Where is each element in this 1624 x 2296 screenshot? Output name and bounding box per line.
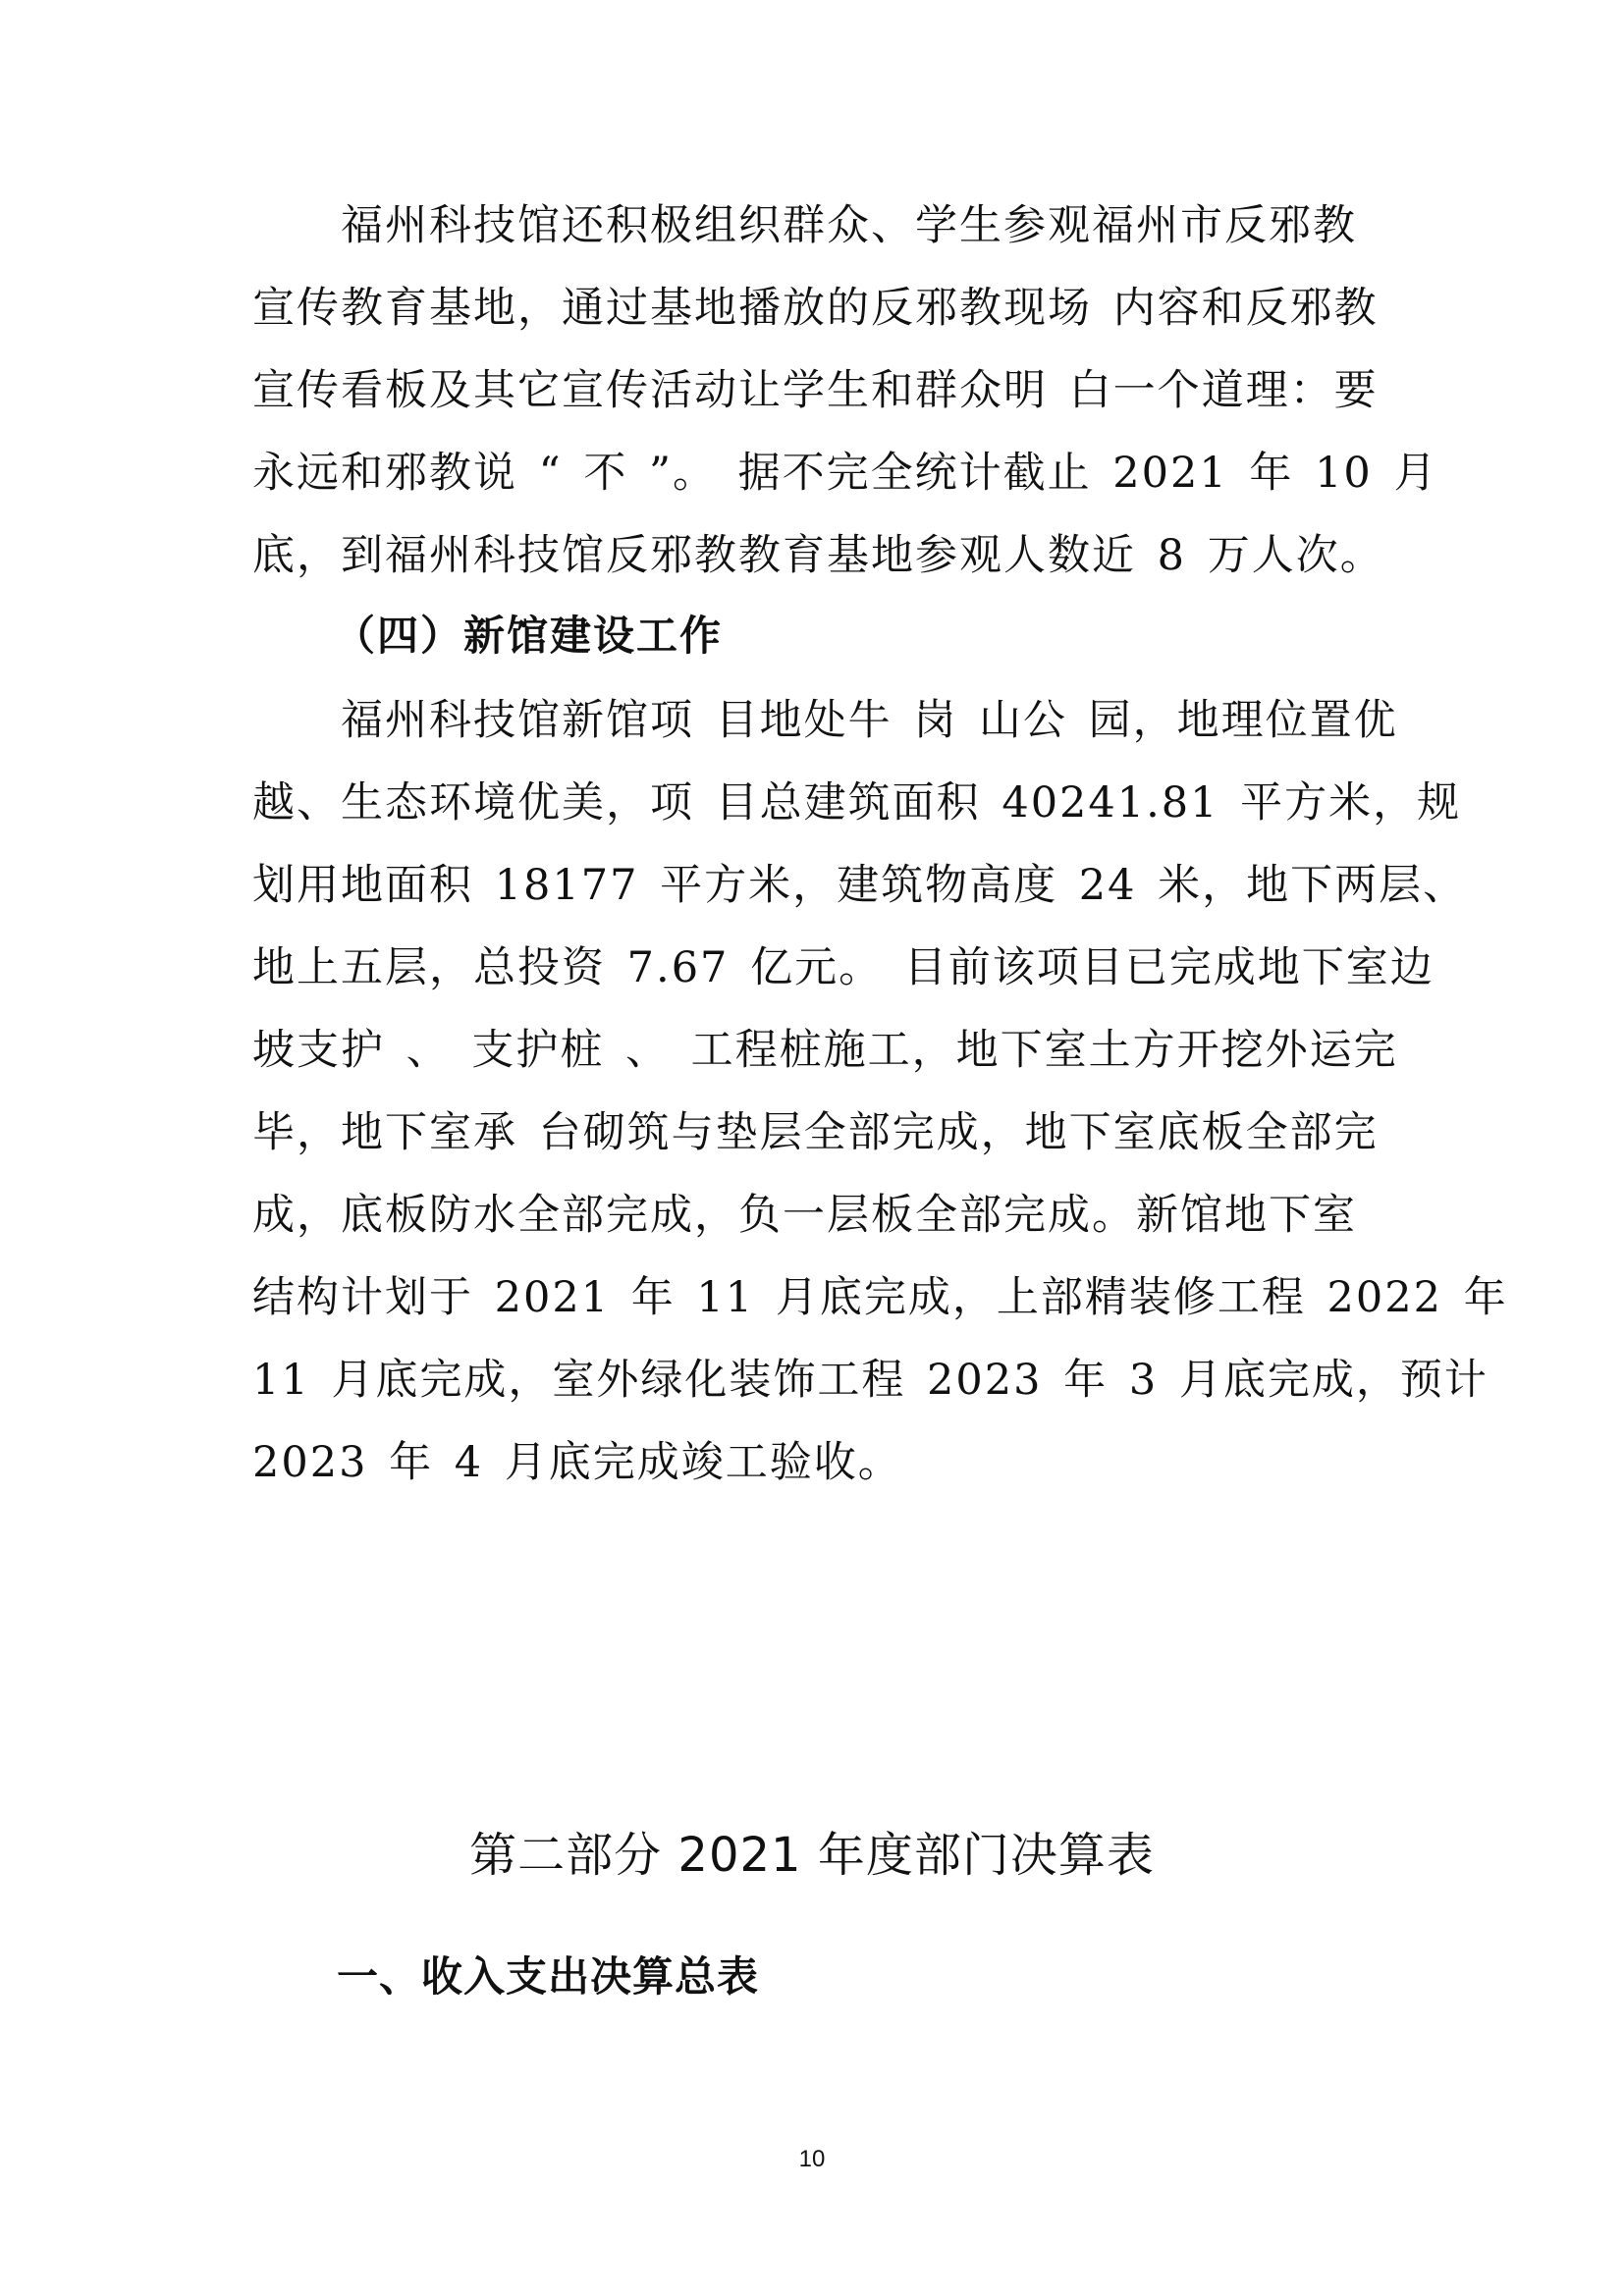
paragraph-line: 宣传看板及其它宣传活动让学生和群众明 白一个道理：要 xyxy=(252,366,1379,415)
paragraph-line: 永远和邪教说 “ 不 ”。 据不完全统计截止 2021 年 10 月 xyxy=(252,449,1438,498)
paragraph-line: 成，底板防水全部完成，负一层板全部完成。新馆地下室 xyxy=(252,1191,1357,1240)
subheading-new-building: （四）新馆建设工作 xyxy=(334,612,724,660)
paragraph-line: 福州科技馆新馆项 目地处牛 岗 山公 园，地理位置优 xyxy=(341,696,1398,745)
paragraph-line: 地上五层，总投资 7.67 亿元。 目前该项目已完成地下室边 xyxy=(252,943,1435,992)
paragraph-line: 底，到福州科技馆反邪教教育基地参观人数近 8 万人次。 xyxy=(252,531,1384,580)
paragraph-line: 坡支护 、 支护桩 、 工程桩施工，地下室土方开挖外运完 xyxy=(252,1026,1398,1075)
paragraph-line: 结构计划于 2021 年 11 月底完成，上部精装修工程 2022 年 xyxy=(252,1273,1508,1322)
paragraph-line: 毕，地下室承 台砌筑与垫层全部完成，地下室底板全部完 xyxy=(252,1108,1379,1157)
page-number: 10 xyxy=(798,2146,826,2172)
paragraph-line: 11 月底完成，室外绿化装饰工程 2023 年 3 月底完成，预计 xyxy=(252,1356,1489,1405)
paragraph-line: 越、生态环境优美，项 目总建筑面积 40241.81 平方米，规 xyxy=(252,778,1462,828)
paragraph-line: 2023 年 4 月底完成竣工验收。 xyxy=(252,1438,902,1487)
paragraph-line: 福州科技馆还积极组织群众、学生参观福州市反邪教 xyxy=(341,201,1357,250)
part-title: 第二部分 2021 年度部门决算表 xyxy=(469,1828,1155,1883)
paragraph-line: 宣传教育基地，通过基地播放的反邪教现场 内容和反邪教 xyxy=(252,284,1379,333)
paragraph-line: 划用地面积 18177 平方米，建筑物高度 24 米，地下两层、 xyxy=(252,861,1468,910)
section-title: 一、收入支出决算总表 xyxy=(337,1952,760,2001)
